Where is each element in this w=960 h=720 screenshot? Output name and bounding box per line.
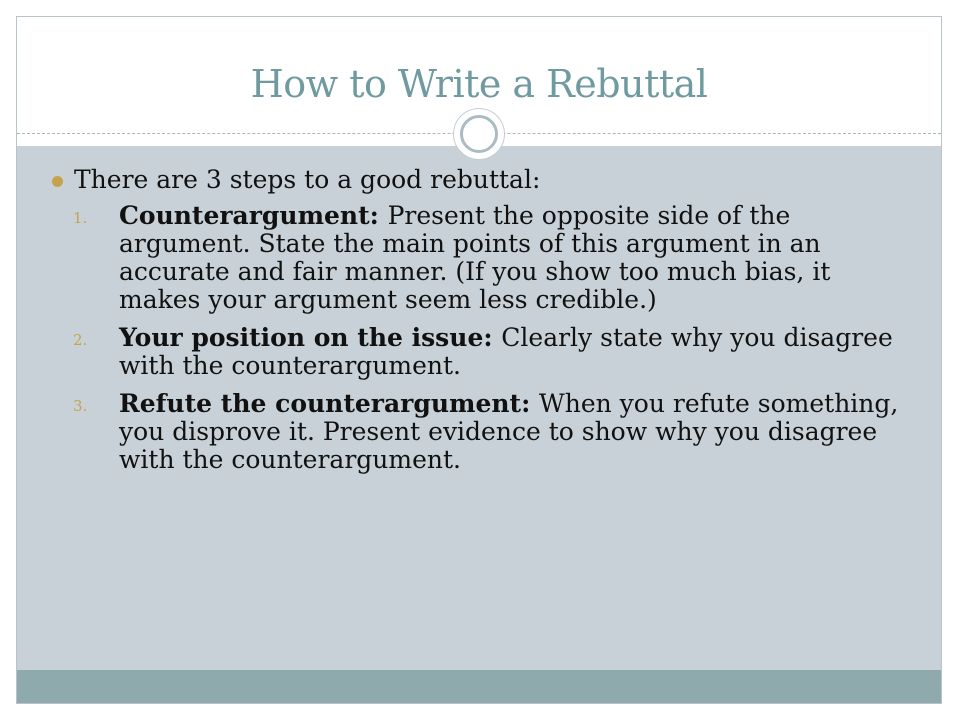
bullet-dot-icon (52, 176, 63, 187)
step-number: 2. (73, 331, 88, 349)
step-text: Present the opposite side of the argument. State the main points of this argument in an accurate and fair manner. (If you show too much bias, it makes your argument seem less credible.) (119, 201, 831, 314)
step-heading: Your position on the issue: (119, 323, 502, 352)
intro-bullet (44, 164, 914, 196)
steps-list (44, 202, 914, 474)
step-text: When you refute something, you disprove it. Present evidence to show why you disagree with the counterargument. (119, 389, 899, 474)
step-heading: Refute the counterargument: (119, 389, 540, 418)
step-number: 3. (73, 397, 88, 415)
intro-text: There are 3 steps to a good rebuttal: (74, 165, 541, 194)
step-heading: Counterargument: (119, 201, 388, 230)
circle-ornament-icon (453, 108, 505, 160)
slide-title: How to Write a Rebuttal (250, 62, 708, 106)
step-item (44, 202, 914, 314)
step-number: 1. (73, 209, 88, 227)
step-item (44, 390, 914, 474)
step-item (44, 324, 914, 380)
slide-content (44, 164, 914, 484)
circle-ornament-inner (460, 115, 498, 153)
footer-band (17, 670, 941, 703)
step-text: Clearly state why you disagree with the counterargument. (119, 323, 893, 380)
